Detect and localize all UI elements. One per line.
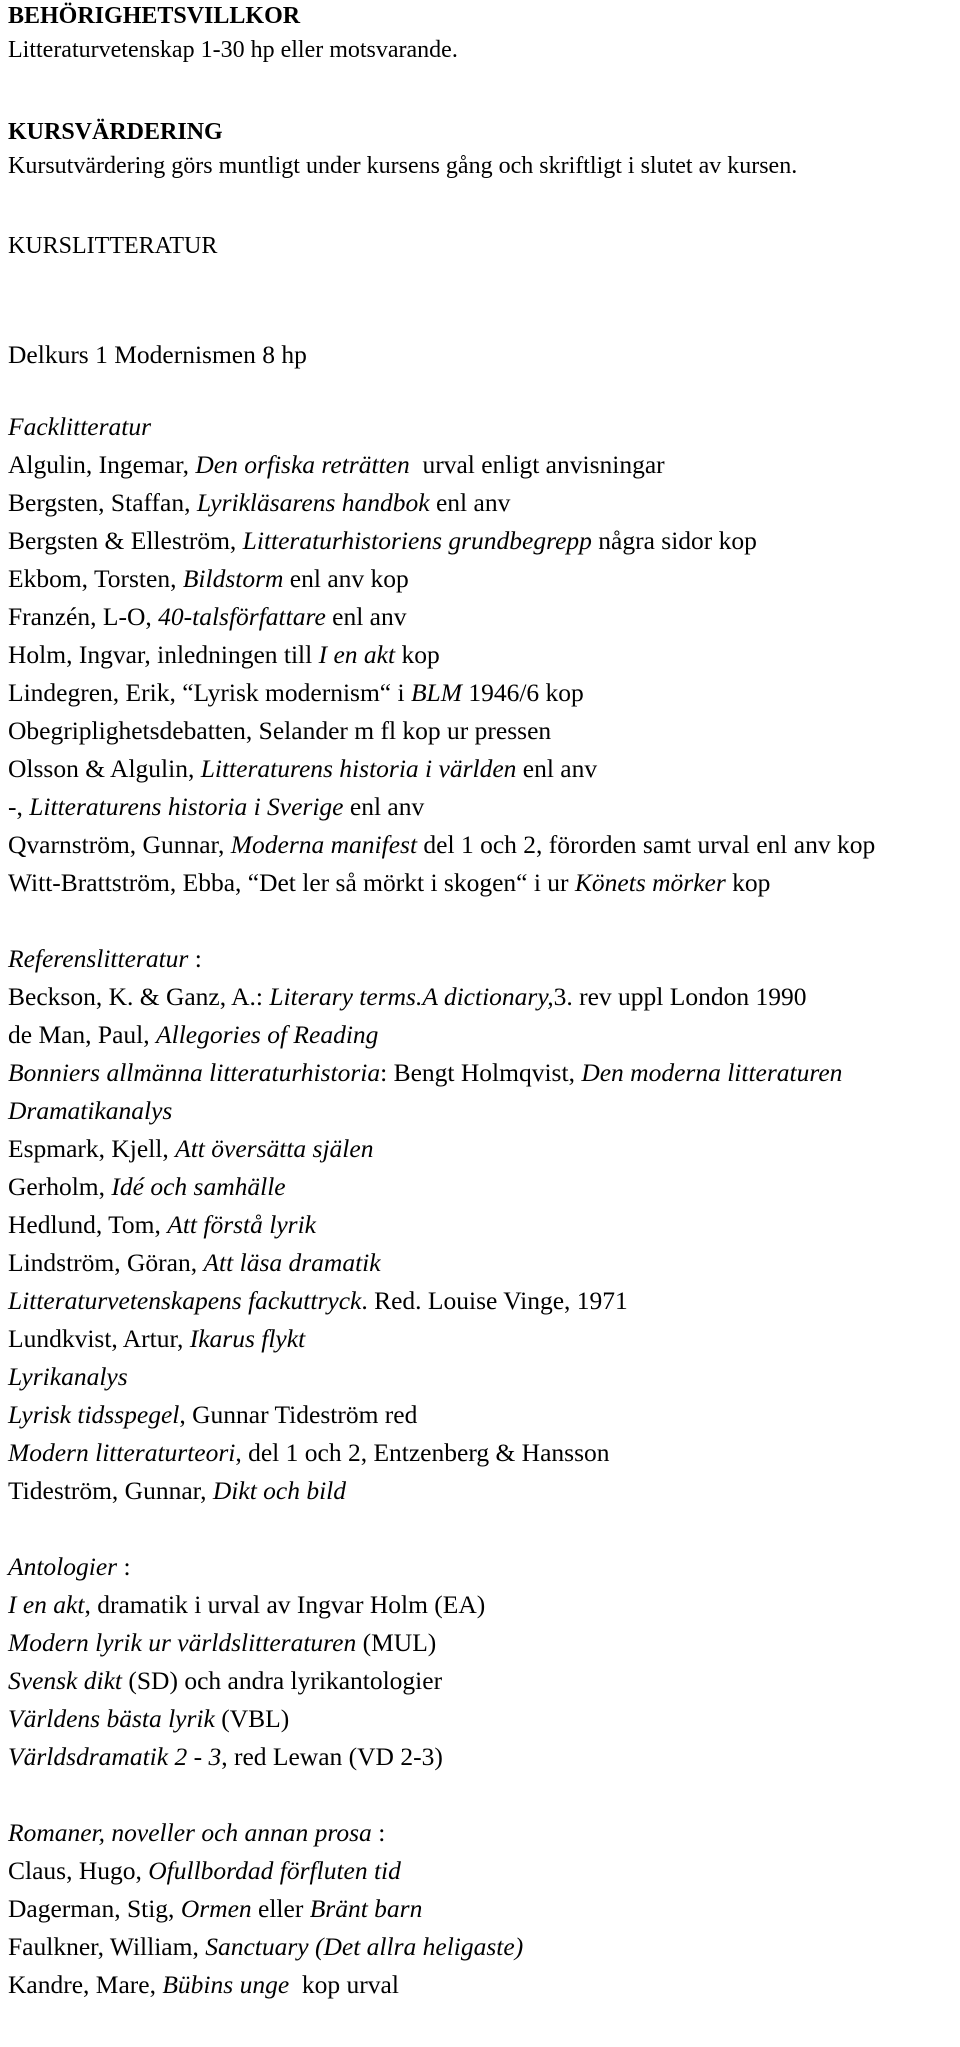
referenslitteratur-entry bbox=[8, 1092, 953, 1130]
entry-text: enl anv kop bbox=[283, 564, 409, 593]
title-text: Att läsa dramatik bbox=[203, 1248, 381, 1277]
entry-text: (VBL) bbox=[214, 1704, 290, 1733]
facklitteratur-entry bbox=[8, 712, 953, 750]
title-text: I en akt bbox=[318, 640, 396, 669]
entry-text: enl anv bbox=[343, 792, 425, 821]
referenslitteratur-entry bbox=[8, 1054, 953, 1092]
referenslitteratur-entry bbox=[8, 1320, 953, 1358]
title-text: Allegories of Reading bbox=[156, 1020, 379, 1049]
referenslitteratur-heading: Referenslitteratur bbox=[8, 944, 189, 973]
entry-text: 3. rev uppl London 1990 bbox=[553, 982, 807, 1011]
behorighet-text: Litteraturvetenskap 1-30 hp eller motsvarande. bbox=[8, 37, 458, 63]
antologier-heading-suffix: : bbox=[117, 1552, 131, 1581]
delkurs-heading: Delkurs 1 Modernismen 8 hp bbox=[8, 340, 307, 369]
romaner-list bbox=[8, 1852, 953, 2004]
facklitteratur-entry bbox=[8, 484, 953, 522]
antologier-entry bbox=[8, 1700, 953, 1738]
antologier-heading: Antologier bbox=[8, 1552, 118, 1581]
entry-text: Dagerman, Stig, bbox=[8, 1894, 181, 1923]
entry-text: kop bbox=[725, 868, 771, 897]
kurslitteratur-heading: KURSLITTERATUR bbox=[8, 233, 218, 259]
entry-text: urval enligt anvisningar bbox=[409, 450, 665, 479]
title-text: Bränt barn bbox=[309, 1894, 423, 1923]
title-text: Bildstorm bbox=[182, 564, 284, 593]
entry-text: Espmark, Kjell, bbox=[8, 1134, 176, 1163]
title-text: 40-talsförfattare bbox=[158, 602, 326, 631]
title-text: Att översätta själen bbox=[175, 1134, 374, 1163]
entry-text: några sidor kop bbox=[591, 526, 757, 555]
title-text: Idé och samhälle bbox=[111, 1172, 286, 1201]
antologier-entry bbox=[8, 1738, 953, 1776]
referenslitteratur-entry bbox=[8, 1168, 953, 1206]
entry-text: -, bbox=[8, 792, 30, 821]
entry-text: , red Lewan (VD 2-3) bbox=[221, 1742, 443, 1771]
entry-text: enl anv bbox=[429, 488, 511, 517]
entry-text: . Red. Louise Vinge, 1971 bbox=[361, 1286, 628, 1315]
title-text: Ormen bbox=[180, 1894, 252, 1923]
entry-text: Ekbom, Torsten, bbox=[8, 564, 183, 593]
title-text: Ikarus flykt bbox=[189, 1324, 306, 1353]
title-text: BLM bbox=[410, 678, 462, 707]
kursvardering-text: Kursutvärdering görs muntligt under kursens gång och skriftligt i slutet av kursen. bbox=[8, 153, 798, 179]
referenslitteratur-entry bbox=[8, 1016, 953, 1054]
entry-text: enl anv bbox=[325, 602, 407, 631]
title-text: Svensk dikt bbox=[8, 1666, 122, 1695]
entry-text: Algulin, Ingemar, bbox=[8, 450, 196, 479]
antologier-entry bbox=[8, 1624, 953, 1662]
title-text: Litteraturens historia i Sverige bbox=[29, 792, 344, 821]
facklitteratur-list bbox=[8, 446, 953, 902]
referenslitteratur-entry bbox=[8, 1244, 953, 1282]
entry-text: Kandre, Mare, bbox=[8, 1970, 163, 1999]
title-text: Lyrikläsarens handbok bbox=[196, 488, 430, 517]
entry-text: eller bbox=[251, 1894, 310, 1923]
entry-text: , del 1 och 2, Entzenberg & Hansson bbox=[235, 1438, 610, 1467]
entry-text: de Man, Paul, bbox=[8, 1020, 157, 1049]
title-text: Sanctuary (Det allra heligaste) bbox=[205, 1932, 524, 1961]
entry-text: kop urval bbox=[289, 1970, 399, 1999]
title-text: Världsdramatik 2 - 3 bbox=[8, 1742, 222, 1771]
entry-text: Gerholm, bbox=[8, 1172, 112, 1201]
referenslitteratur-list bbox=[8, 978, 953, 1510]
referenslitteratur-entry bbox=[8, 978, 953, 1016]
entry-text: Lindström, Göran, bbox=[8, 1248, 204, 1277]
title-text: Ofullbordad förfluten tid bbox=[148, 1856, 401, 1885]
facklitteratur-entry bbox=[8, 522, 953, 560]
entry-text: Claus, Hugo, bbox=[8, 1856, 149, 1885]
kursvardering-heading: KURSVÄRDERING bbox=[8, 119, 223, 145]
entry-text: Holm, Ingvar, inledningen till bbox=[8, 640, 319, 669]
title-text: I en akt bbox=[8, 1590, 85, 1619]
entry-text: Obegriplighetsdebatten, Selander m fl kop ur pressen bbox=[8, 716, 552, 745]
title-text: Litteraturhistoriens grundbegrepp bbox=[242, 526, 592, 555]
antologier-heading-line bbox=[8, 1548, 953, 1586]
entry-text: (SD) och andra lyrikantologier bbox=[122, 1666, 443, 1695]
title-text: Bübins unge bbox=[162, 1970, 290, 1999]
title-text: Moderna manifest bbox=[230, 830, 418, 859]
entry-text: Olsson & Algulin, bbox=[8, 754, 201, 783]
romaner-entry bbox=[8, 1966, 953, 2004]
entry-text: 1946/6 kop bbox=[461, 678, 584, 707]
romaner-heading: Romaner, noveller och annan prosa bbox=[8, 1818, 372, 1847]
antologier-list bbox=[8, 1586, 953, 1776]
entry-text: Qvarnström, Gunnar, bbox=[8, 830, 231, 859]
title-text: Lyrikanalys bbox=[8, 1362, 128, 1391]
entry-text: Lundkvist, Artur, bbox=[8, 1324, 190, 1353]
entry-text: enl anv bbox=[516, 754, 598, 783]
title-text: Bonniers allmänna litteraturhistoria bbox=[8, 1058, 381, 1087]
entry-text: Franzén, L-O, bbox=[8, 602, 159, 631]
title-text: Litteraturens historia i världen bbox=[200, 754, 517, 783]
title-text: Literary terms.A dictionary, bbox=[269, 982, 554, 1011]
entry-text: Bergsten & Elleström, bbox=[8, 526, 243, 555]
entry-text: Bergsten, Staffan, bbox=[8, 488, 197, 517]
antologier-entry bbox=[8, 1586, 953, 1624]
title-text: Världens bästa lyrik bbox=[8, 1704, 215, 1733]
referenslitteratur-entry bbox=[8, 1130, 953, 1168]
title-text: Modern litteraturteori bbox=[8, 1438, 236, 1467]
referenslitteratur-entry bbox=[8, 1472, 953, 1510]
title-text: Dramatikanalys bbox=[8, 1096, 173, 1125]
title-text: Att förstå lyrik bbox=[167, 1210, 316, 1239]
entry-text: Faulkner, William, bbox=[8, 1932, 206, 1961]
antologier-entry bbox=[8, 1662, 953, 1700]
referenslitteratur-entry bbox=[8, 1358, 953, 1396]
entry-text: Hedlund, Tom, bbox=[8, 1210, 168, 1239]
romaner-entry bbox=[8, 1928, 953, 1966]
entry-text: , dramatik i urval av Ingvar Holm (EA) bbox=[84, 1590, 486, 1619]
entry-text: kop bbox=[395, 640, 440, 669]
title-text: Den orfiska reträtten bbox=[195, 450, 410, 479]
title-text: Den moderna litteraturen bbox=[581, 1058, 843, 1087]
title-text: Litteraturvetenskapens fackuttryck bbox=[8, 1286, 362, 1315]
facklitteratur-entry bbox=[8, 446, 953, 484]
document-page bbox=[8, 0, 953, 2004]
facklitteratur-entry bbox=[8, 560, 953, 598]
facklitteratur-entry bbox=[8, 750, 953, 788]
romaner-entry bbox=[8, 1890, 953, 1928]
romaner-heading-line bbox=[8, 1814, 953, 1852]
entry-text: , Gunnar Tideström red bbox=[179, 1400, 418, 1429]
facklitteratur-entry bbox=[8, 826, 953, 864]
entry-text: (MUL) bbox=[356, 1628, 437, 1657]
referenslitteratur-heading-suffix: : bbox=[188, 944, 202, 973]
facklitteratur-entry bbox=[8, 864, 953, 902]
romaner-heading-suffix: : bbox=[371, 1818, 386, 1847]
referenslitteratur-entry bbox=[8, 1282, 953, 1320]
referenslitteratur-entry bbox=[8, 1434, 953, 1472]
entry-text: : Bengt Holmqvist, bbox=[380, 1058, 582, 1087]
behorighet-heading: BEHÖRIGHETSVILLKOR bbox=[8, 3, 301, 29]
referenslitteratur-entry bbox=[8, 1396, 953, 1434]
entry-text: Beckson, K. & Ganz, A.: bbox=[8, 982, 270, 1011]
entry-text: Lindegren, Erik, “Lyrisk modernism“ i bbox=[8, 678, 411, 707]
title-text: Dikt och bild bbox=[212, 1476, 347, 1505]
title-text: Modern lyrik ur världslitteraturen bbox=[8, 1628, 357, 1657]
entry-text: del 1 och 2, förorden samt urval enl anv kop bbox=[417, 830, 876, 859]
facklitteratur-entry bbox=[8, 674, 953, 712]
facklitteratur-entry bbox=[8, 636, 953, 674]
entry-text: Tideström, Gunnar, bbox=[8, 1476, 213, 1505]
entry-text: Witt-Brattström, Ebba, “Det ler så mörkt i skogen“ i ur bbox=[8, 868, 575, 897]
referenslitteratur-entry bbox=[8, 1206, 953, 1244]
facklitteratur-entry bbox=[8, 788, 953, 826]
facklitteratur-heading: Facklitteratur bbox=[8, 412, 152, 441]
title-text: Könets mörker bbox=[574, 868, 726, 897]
facklitteratur-entry bbox=[8, 598, 953, 636]
referenslitteratur-heading-line bbox=[8, 940, 953, 978]
romaner-entry bbox=[8, 1852, 953, 1890]
title-text: Lyrisk tidsspegel bbox=[8, 1400, 180, 1429]
